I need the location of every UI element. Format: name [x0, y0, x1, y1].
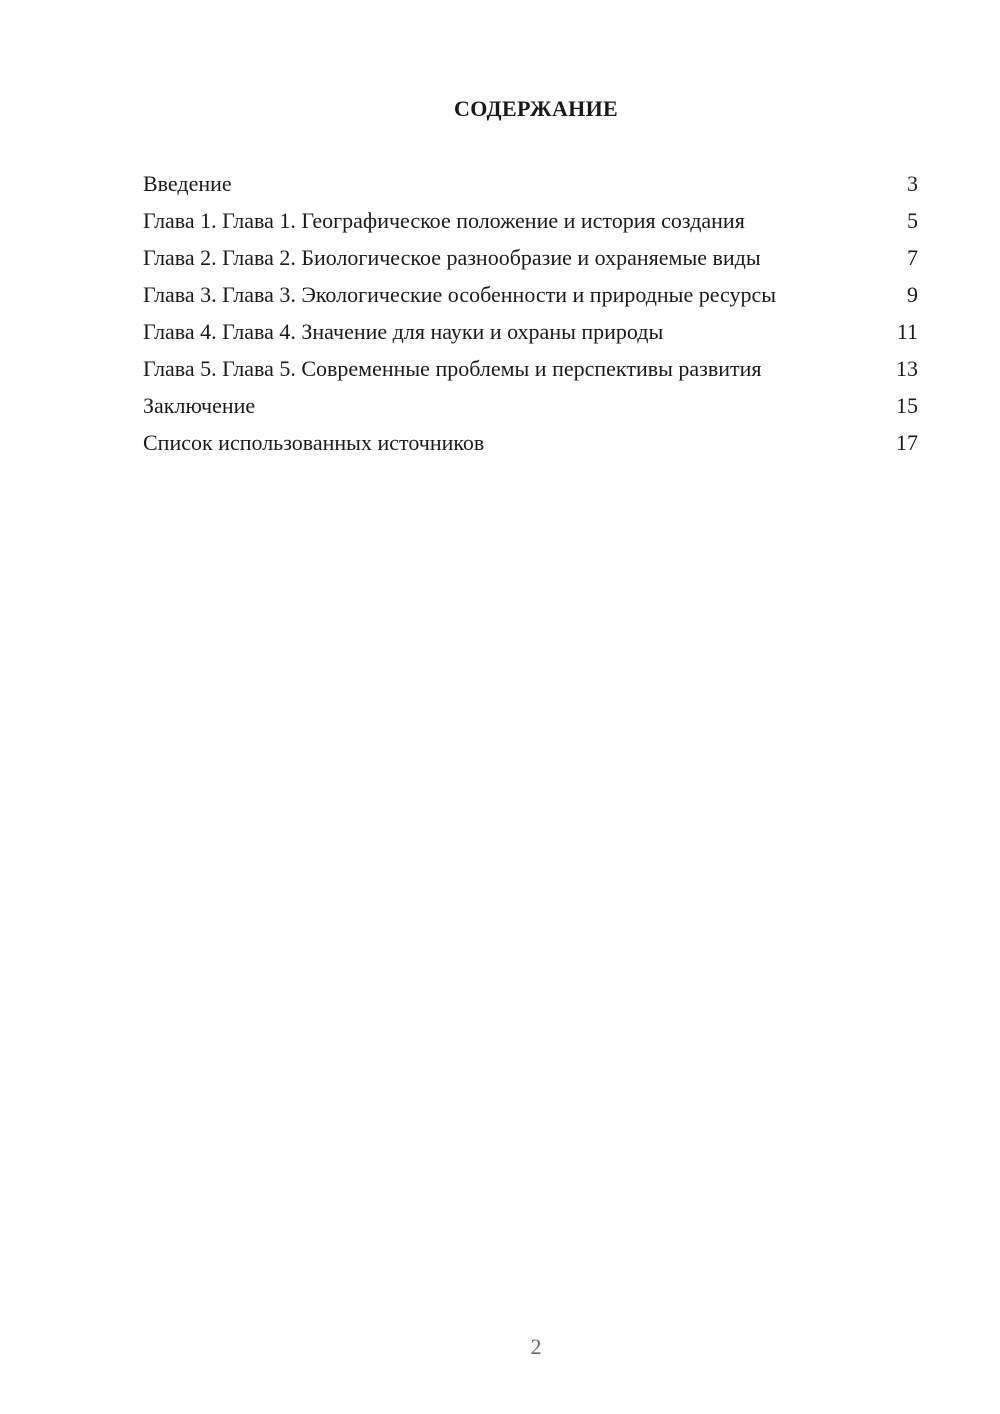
toc-item-label: Глава 3. Глава 3. Экологические особенности и природные ресурсы [143, 282, 777, 307]
toc-item-label: Введение [143, 171, 232, 196]
toc-item-chapter-1[interactable] [143, 207, 918, 234]
toc-item-label: Список использованных источников [143, 430, 485, 455]
toc-item-references[interactable] [143, 429, 918, 456]
page-number: 2 [530, 1334, 542, 1359]
toc-item-label: Глава 5. Глава 5. Современные проблемы и перспективы развития [143, 356, 762, 381]
toc-item-introduction[interactable] [143, 170, 918, 197]
toc-item-chapter-3[interactable] [143, 281, 918, 308]
toc-item-page: 7 [907, 245, 918, 270]
toc-item-page: 17 [896, 430, 918, 455]
toc-item-conclusion[interactable] [143, 392, 918, 419]
toc-item-page: 15 [896, 393, 918, 418]
table-of-contents [143, 170, 918, 466]
toc-item-page: 9 [907, 282, 918, 307]
toc-item-chapter-4[interactable] [143, 318, 918, 345]
toc-item-chapter-5[interactable] [143, 355, 918, 382]
toc-item-chapter-2[interactable] [143, 244, 918, 271]
toc-item-page: 11 [896, 319, 918, 344]
toc-item-label: Заключение [143, 393, 256, 418]
toc-item-page: 5 [907, 208, 918, 233]
toc-item-label: Глава 4. Глава 4. Значение для науки и охраны природы [143, 319, 664, 344]
toc-item-label: Глава 2. Глава 2. Биологическое разнообразие и охраняемые виды [143, 245, 761, 270]
page-title: СОДЕРЖАНИЕ [454, 96, 618, 121]
toc-item-label: Глава 1. Глава 1. Географическое положение и история создания [143, 208, 745, 233]
toc-item-page: 3 [907, 171, 918, 196]
toc-item-page: 13 [896, 356, 918, 381]
